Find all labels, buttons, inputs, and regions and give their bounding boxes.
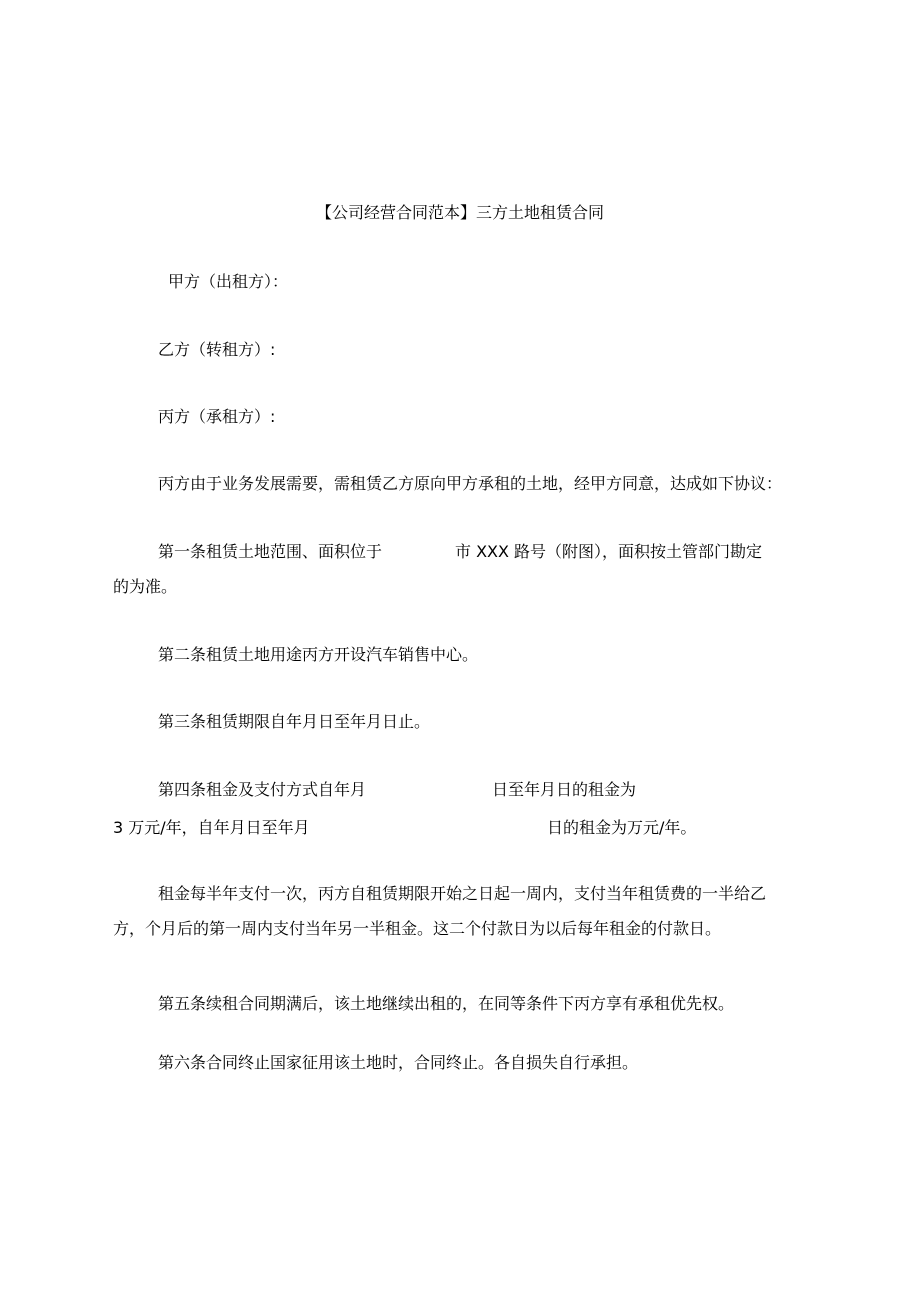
party-b-line: 乙方（转租方）:: [158, 340, 276, 359]
intro-paragraph: 丙方由于业务发展需要，需租赁乙方原向甲方承租的土地，经甲方同意，达成如下协议：: [158, 474, 783, 493]
article-4-part-2: 日至年月日的租金为: [492, 780, 637, 799]
article-3: 第三条租赁期限自年月日至年月日止。: [158, 712, 431, 731]
article-5: 第五条续租合同期满后，该土地继续出租的，在同等条件下丙方享有承租优先权。: [158, 994, 735, 1013]
article-2: 第二条租赁土地用途丙方开设汽车销售中心。: [158, 645, 479, 664]
party-c-line: 丙方（承租方）:: [158, 407, 276, 426]
article-1-part-1: 第一条租赁土地范围、面积位于: [158, 542, 383, 561]
article-6: 第六条合同终止国家征用该土地时，合同终止。各自损失自行承担。: [158, 1053, 639, 1072]
article-1-part-2: 市 XXX 路号（附图），面积按土管部门勘定: [455, 542, 763, 561]
rent-payment-line-1: 租金每半年支付一次，丙方自租赁期限开始之日起一周内，支付当年租赁费的一半给乙: [158, 884, 767, 903]
document-title: 【公司经营合同范本】三方土地租赁合同: [315, 203, 604, 222]
article-4-part-1: 第四条租金及支付方式自年月: [158, 780, 367, 799]
article-1-part-3: 的为准。: [113, 577, 178, 596]
article-4-part-4: 日的租金为万元/年。: [547, 818, 697, 837]
party-a-line: 甲方（出租方）：: [168, 272, 289, 291]
article-4-part-3: 3 万元/年，自年月日至年月: [113, 818, 310, 837]
rent-payment-line-2: 方，个月后的第一周内支付当年另一半租金。这二个付款日为以后每年租金的付款日。: [113, 919, 722, 938]
